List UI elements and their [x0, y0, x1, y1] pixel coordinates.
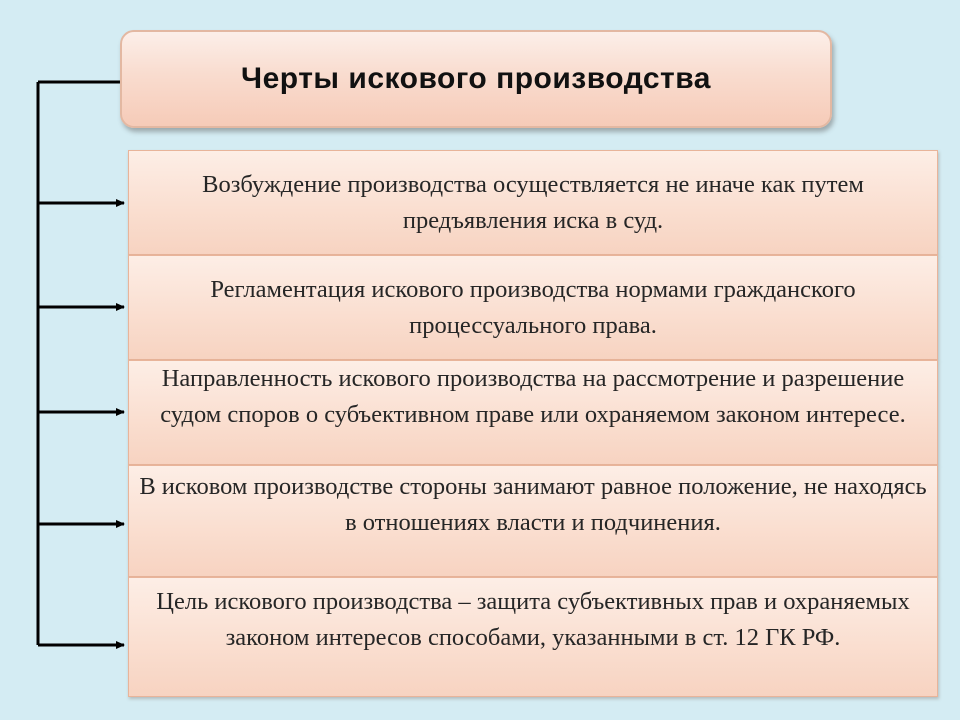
title-box	[120, 30, 832, 128]
feature-text-4: В исковом производстве стороны занимают равное положение, не находясь в отношениях власти и подчинения.	[139, 473, 927, 536]
feature-box-2	[128, 255, 938, 360]
feature-text-1: Возбуждение производства осуществляется не иначе как путем предъявления иска в суд.	[202, 171, 864, 234]
feature-text-5: Цель искового производства – защита субъективных прав и охраняемых законом интересов способами, указанными в ст. 12 ГК РФ.	[156, 588, 910, 651]
feature-box-5	[128, 577, 938, 697]
feature-box-1	[128, 150, 938, 255]
feature-box-3	[128, 360, 938, 465]
feature-text-3: Направленность искового производства на рассмотрение и разрешение судом споров о субъективном праве или охраняемом законом интересе.	[160, 365, 906, 428]
feature-box-4	[128, 465, 938, 577]
feature-text-2: Регламентация искового производства нормами гражданского процессуального права.	[210, 276, 856, 339]
page-title: Черты искового производства	[241, 62, 711, 95]
